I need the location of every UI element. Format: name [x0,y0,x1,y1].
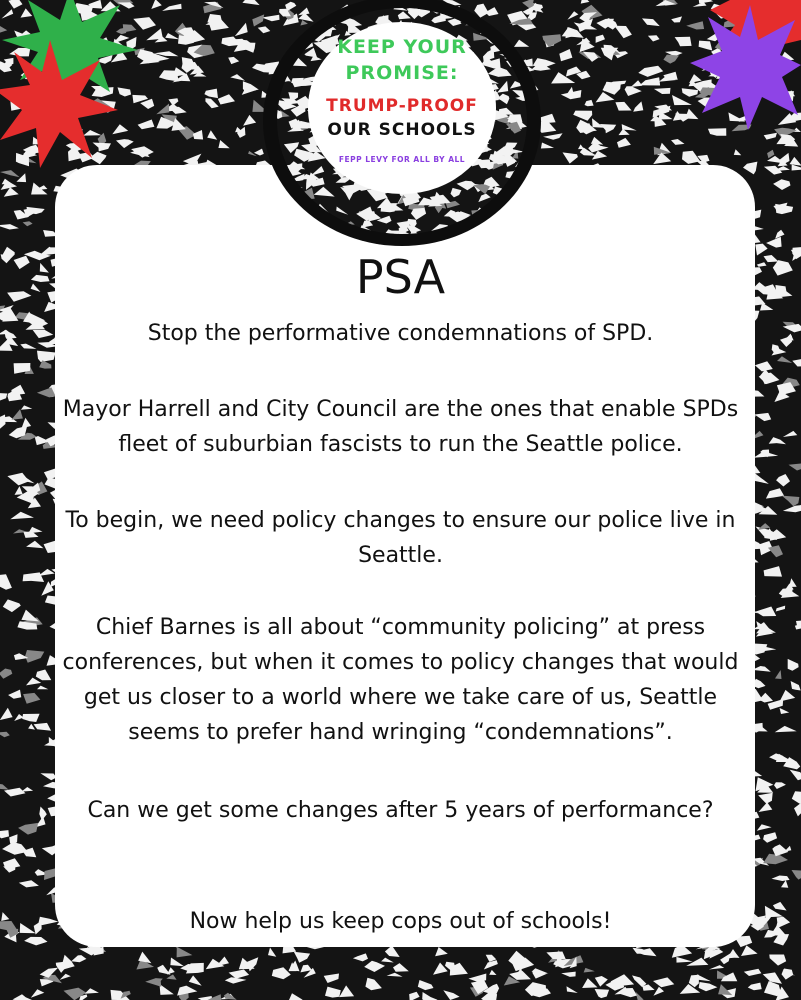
paragraph-keep-cops-out: Now help us keep cops out of schools! [189,909,612,934]
campaign-badge [263,0,541,246]
badge-line-keep-your: KEEP YOUR [337,36,467,58]
paragraph-chief-barnes: Chief Barnes is all about “community policing” at press conferences, but when it comes to policy changes that would get us closer to a world where we take care of us, Seattle seems to prefer hand wringing “condemnations”. [62,615,739,745]
badge-line-promise: PROMISE: [345,62,459,84]
badge-line-trump-proof: TRUMP-PROOF [326,96,478,116]
red-star-decoration [0,40,120,170]
page-title: PSA [355,250,446,304]
paragraph-changes-after-5-years: Can we get some changes after 5 years of performance? [87,798,714,823]
badge-inner-circle [308,22,496,194]
paragraph-policy-changes: To begin, we need policy changes to ensure our police live in Seattle. [65,508,736,568]
badge-line-fepp-levy: FEPP LEVY FOR ALL BY ALL [338,155,466,164]
purple-star-decoration [690,5,801,130]
paragraph-stop-condemnations: Stop the performative condemnations of SPD. [147,321,654,346]
paragraph-mayor-council: Mayor Harrell and City Council are the ones that enable SPDs fleet of suburbian fascists to run the Seattle police. [62,397,739,457]
badge-line-our-schools: OUR SCHOOLS [327,120,477,140]
